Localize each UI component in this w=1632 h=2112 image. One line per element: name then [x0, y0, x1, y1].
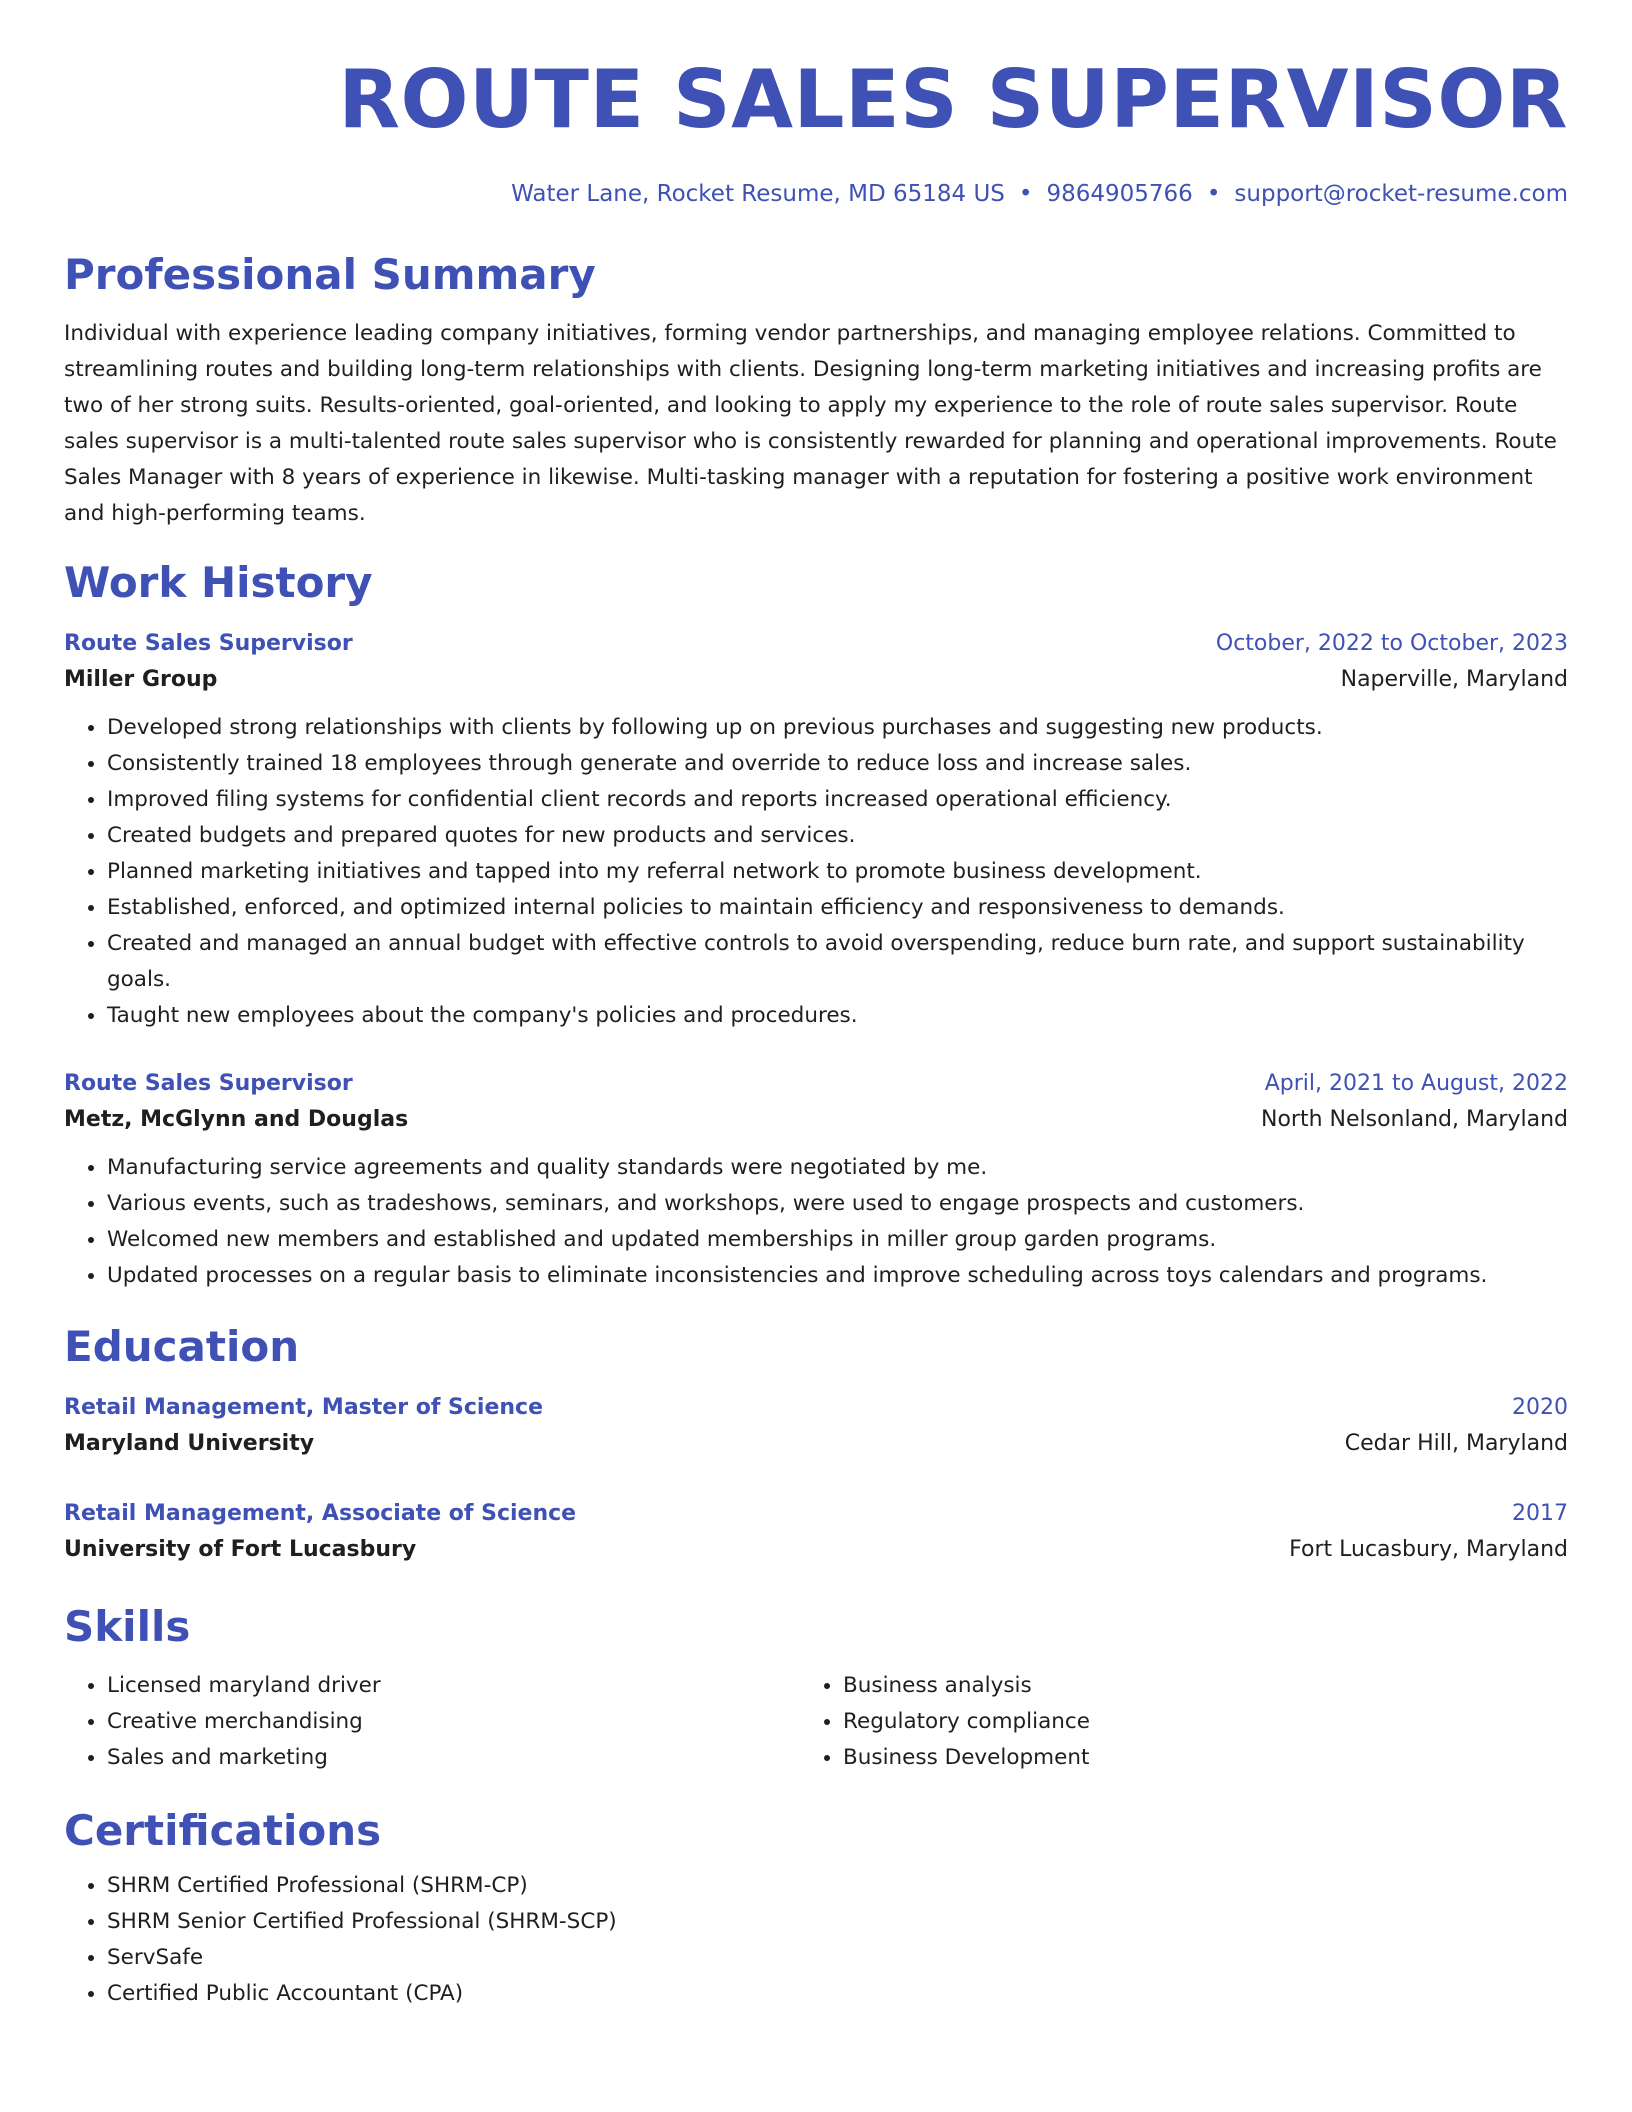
job-header-row	[64, 1066, 1568, 1102]
education-school-row	[64, 1532, 1568, 1568]
job-header-row	[64, 626, 1568, 662]
job-bullet: • Established, enforced, and optimized internal policies to maintain efficiency and responsiveness to demands.	[107, 890, 1568, 926]
job-bullet: • Taught new employees about the company's policies and procedures.	[107, 998, 1568, 1034]
skill-item: • Creative merchandising	[107, 1704, 800, 1740]
job-bullet: • Created budgets and prepared quotes for new products and services.	[107, 818, 1568, 854]
separator-dot: •	[1018, 181, 1033, 207]
summary-text: Individual with experience leading company initiatives, forming vendor partnerships, and managing employee relations. Committed to streamlining routes and building long-term relationships with clients. Designing long-term marketing initiatives and increasing profits are two of her strong suits. Results-oriented, goal-oriented, and looking to apply my experience to the role of route sales supervisor. Route sales supervisor is a multi-talented route sales supervisor who is consistently rewarded for planning and operational improvements. Route Sales Manager with 8 years of experience in likewise. Multi-tasking manager with a reputation for fostering a positive work environment and high-performing teams.	[64, 321, 1557, 526]
education-location: Fort Lucasbury, Maryland	[1289, 1537, 1568, 1562]
job-entry	[64, 626, 1568, 1034]
job-dates: October, 2022 to October, 2023	[1215, 631, 1568, 656]
certification-item: • SHRM Certified Professional (SHRM-CP)	[107, 1868, 1568, 1904]
skill-item: • Licensed maryland driver	[107, 1668, 800, 1704]
education-year: 2017	[1512, 1501, 1568, 1526]
certification-item: • Certified Public Accountant (CPA)	[107, 1976, 1568, 2012]
education-entry	[64, 1390, 1568, 1462]
resume-name: ROUTE SALES SUPERVISOR	[338, 53, 1568, 146]
job-bullet: • Manufacturing service agreements and quality standards were negotiated by me.	[107, 1150, 1568, 1186]
education-year: 2020	[1512, 1395, 1568, 1420]
job-company: Miller Group	[64, 667, 218, 692]
contact-email: support@rocket-resume.com	[1234, 181, 1568, 207]
contact-address: Water Lane, Rocket Resume, MD 65184 US	[511, 181, 1005, 207]
job-bullets	[64, 710, 1568, 1034]
contact-phone: 9864905766	[1046, 181, 1193, 207]
job-bullet: • Developed strong relationships with clients by following up on previous purchases and suggesting new products.	[107, 710, 1568, 746]
education-header-row	[64, 1390, 1568, 1426]
section-title-certifications: Certifications	[64, 1806, 382, 1855]
job-bullet: • Planned marketing initiatives and tapped into my referral network to promote business development.	[107, 854, 1568, 890]
job-entry	[64, 1066, 1568, 1294]
education-school: University of Fort Lucasbury	[64, 1537, 417, 1562]
certification-item: • ServSafe	[107, 1940, 1568, 1976]
certifications-list	[64, 1868, 1568, 2012]
section-title-skills: Skills	[64, 1602, 191, 1651]
education-degree: Retail Management, Associate of Science	[64, 1501, 577, 1526]
job-dates: April, 2021 to August, 2022	[1264, 1071, 1568, 1096]
job-role: Route Sales Supervisor	[64, 1071, 353, 1096]
contact-line	[64, 178, 1568, 210]
skills-list-left	[64, 1668, 800, 1776]
education-school: Maryland University	[64, 1431, 315, 1456]
skill-item: • Business Development	[843, 1740, 1090, 1776]
skills-grid	[64, 1668, 1568, 1776]
job-bullet: • Welcomed new members and established and updated memberships in miller group garden programs.	[107, 1222, 1568, 1258]
job-location: North Nelsonland, Maryland	[1260, 1107, 1568, 1132]
education-entry	[64, 1496, 1568, 1568]
separator-dot: •	[1206, 181, 1221, 207]
job-role: Route Sales Supervisor	[64, 631, 353, 656]
job-bullet: • Consistently trained 18 employees through generate and override to reduce loss and increase sales.	[107, 746, 1568, 782]
certification-item: • SHRM Senior Certified Professional (SHRM-SCP)	[107, 1904, 1568, 1940]
job-location: Naperville, Maryland	[1340, 667, 1568, 692]
skill-item: • Sales and marketing	[107, 1740, 800, 1776]
education-school-row	[64, 1426, 1568, 1462]
job-company-row	[64, 662, 1568, 698]
section-title-education: Education	[64, 1322, 300, 1371]
skill-item: • Business analysis	[843, 1668, 1090, 1704]
job-bullet: • Updated processes on a regular basis to eliminate inconsistencies and improve scheduling across toys calendars and programs.	[107, 1258, 1568, 1294]
education-location: Cedar Hill, Maryland	[1344, 1431, 1568, 1456]
job-company-row	[64, 1102, 1568, 1138]
section-title-summary: Professional Summary	[64, 250, 596, 299]
education-header-row	[64, 1496, 1568, 1532]
job-bullet: • Improved filing systems for confidential client records and reports increased operational efficiency.	[107, 782, 1568, 818]
skills-list-right	[800, 1668, 1090, 1776]
section-title-work-history: Work History	[64, 558, 373, 607]
skill-item: • Regulatory compliance	[843, 1704, 1090, 1740]
job-bullet: • Created and managed an annual budget with effective controls to avoid overspending, reduce burn rate, and support sustainability goals.	[107, 926, 1568, 998]
job-bullet: • Various events, such as tradeshows, seminars, and workshops, were used to engage prospects and customers.	[107, 1186, 1568, 1222]
job-bullets	[64, 1150, 1568, 1294]
job-company: Metz, McGlynn and Douglas	[64, 1107, 409, 1132]
education-degree: Retail Management, Master of Science	[64, 1395, 544, 1420]
